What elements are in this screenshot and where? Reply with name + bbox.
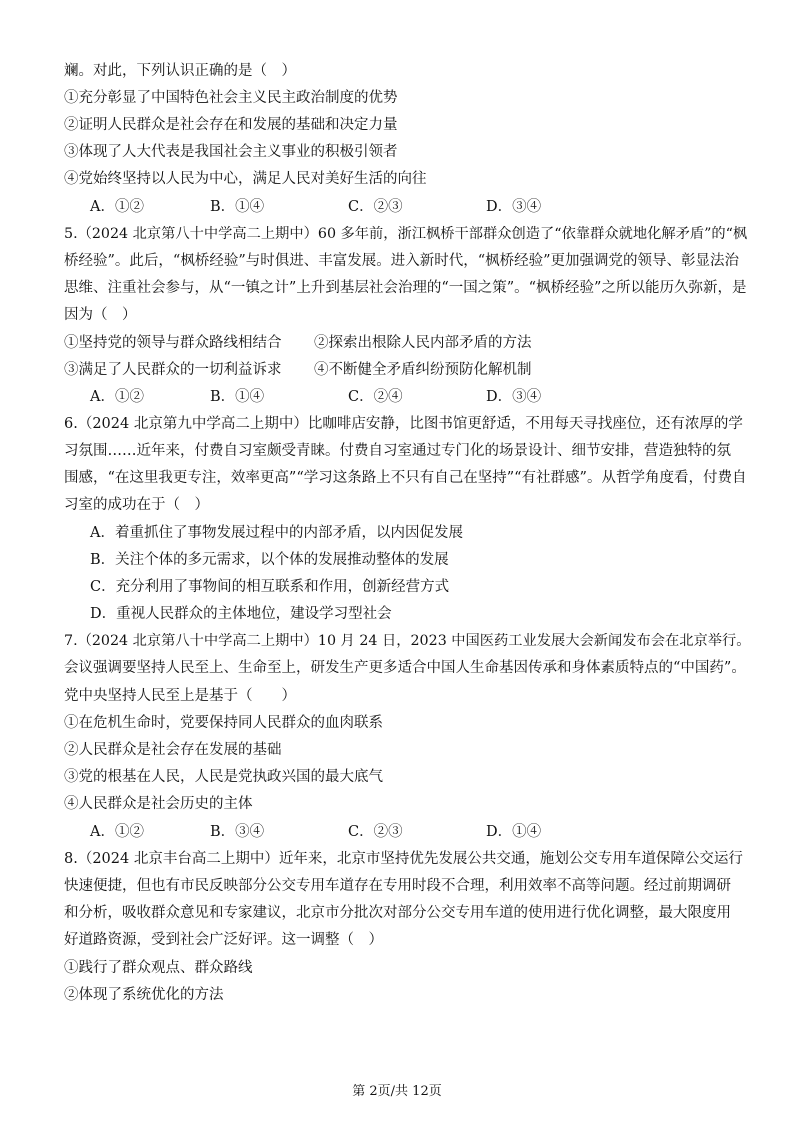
q5-item-2: ②探索出根除人民内部矛盾的方法	[314, 335, 532, 351]
q5-option-d[interactable]: D．③④	[486, 389, 542, 405]
q4-item-2: ②证明人民群众是社会存在和发展的基础和决定力量	[64, 117, 398, 133]
q4-item-4: ④党始终坚持以人民为中心，满足人民对美好生活的向往	[64, 171, 427, 187]
q4-stem-end: 斓。对此，下列认识正确的是（ ）	[64, 63, 296, 79]
q7-line-3: 党中央坚持人民至上是基于（ ）	[64, 688, 296, 704]
q8-line-1: 8.（2024 北京丰台高二上期中）近年来，北京市坚持优先发展公共交通，施划公交专用车道保障公交运行	[64, 851, 743, 867]
q5-line-2: 桥经验”。此后，“枫桥经验”与时俱进、丰富发展。进入新时代，“枫桥经验”更加强调党的领导、彰显法治	[64, 253, 740, 269]
q6-option-a[interactable]: A．着重抓住了事物发展过程中的内部矛盾，以内因促发展	[90, 525, 463, 541]
q4-option-c[interactable]: C．②③	[348, 199, 403, 215]
q6-option-d[interactable]: D．重视人民群众的主体地位，建设学习型社会	[90, 606, 392, 622]
q7-item-1: ①在危机生命时，党要保持同人民群众的血肉联系	[64, 715, 383, 731]
q7-item-2: ②人民群众是社会存在发展的基础	[64, 742, 282, 758]
q5-line-1: 5.（2024 北京第八十中学高二上期中）60 多年前，浙江枫桥干部群众创造了“依靠群众就地化解矛盾”的“枫	[64, 226, 748, 242]
q6-option-b[interactable]: B．关注个体的多元需求，以个体的发展推动整体的发展	[90, 552, 449, 568]
q5-line-3: 思维、注重社会参与，从“一镇之计”上升到基层社会治理的“一国之策”。“枫桥经验”之所以能历久弥新，是	[64, 280, 747, 296]
q4-item-3: ③体现了人大代表是我国社会主义事业的积极引领者	[64, 144, 398, 160]
q5-line-4: 因为（ ）	[64, 307, 137, 323]
page-number: 第 2页/共 12页	[352, 1084, 442, 1099]
q7-item-4: ④人民群众是社会历史的主体	[64, 796, 253, 812]
q8-line-4: 好道路资源，受到社会广泛好评。这一调整（ ）	[64, 932, 383, 948]
q5-item-1: ①坚持党的领导与群众路线相结合	[64, 335, 282, 351]
q5-option-b[interactable]: B．①④	[210, 389, 265, 405]
q5-item-4: ④不断健全矛盾纠纷预防化解机制	[314, 362, 532, 378]
q6-line-1: 6.（2024 北京第九中学高二上期中）比咖啡店安静，比图书馆更舒适，不用每天寻找座位，还有浓厚的学	[64, 416, 743, 432]
q4-option-a[interactable]: A．①②	[90, 199, 144, 215]
q7-option-a[interactable]: A．①②	[90, 824, 144, 840]
q6-option-c[interactable]: C．充分利用了事物间的相互联系和作用，创新经营方式	[90, 579, 450, 595]
q7-option-d[interactable]: D．①④	[486, 824, 542, 840]
q8-line-3: 和分析，吸收群众意见和专家建议，北京市分批次对部分公交专用车道的使用进行优化调整，最大限度用	[64, 905, 731, 921]
q4-item-1: ①充分彰显了中国特色社会主义民主政治制度的优势	[64, 90, 398, 106]
q6-line-3: 围感，“在这里我更专注，效率更高”“学习这条路上不只有自己在坚持”“有社群感”。从哲学角度看，付费自	[64, 470, 747, 486]
q7-option-b[interactable]: B．③④	[210, 824, 265, 840]
q5-item-3: ③满足了人民群众的一切利益诉求	[64, 362, 282, 378]
q7-item-3: ③党的根基在人民，人民是党执政兴国的最大底气	[64, 769, 383, 785]
q5-option-a[interactable]: A．①②	[90, 389, 144, 405]
q4-option-d[interactable]: D．③④	[486, 199, 542, 215]
q7-option-c[interactable]: C．②③	[348, 824, 403, 840]
q8-item-1: ①践行了群众观点、群众路线	[64, 960, 253, 976]
q8-item-2: ②体现了系统优化的方法	[64, 987, 224, 1003]
q4-option-b[interactable]: B．①④	[210, 199, 265, 215]
q8-line-2: 快速便捷，但也有市民反映部分公交专用车道存在专用时段不合理，利用效率不高等问题。经过前期调研	[64, 878, 731, 894]
q7-line-1: 7.（2024 北京第八十中学高二上期中）10 月 24 日，2023 中国医药工业发展大会新闻发布会在北京举行。	[64, 633, 751, 649]
q7-line-2: 会议强调要坚持人民至上、生命至上，研发生产更多适合中国人生命基因传承和身体素质特点的“中国药”。	[64, 660, 746, 676]
q6-line-2: 习氛围……近年来，付费自习室颇受青睐。付费自习室通过专门化的场景设计、细节安排，营造独特的氛	[64, 443, 731, 459]
q6-line-4: 习室的成功在于（ ）	[64, 497, 209, 513]
q5-option-c[interactable]: C．②④	[348, 389, 403, 405]
